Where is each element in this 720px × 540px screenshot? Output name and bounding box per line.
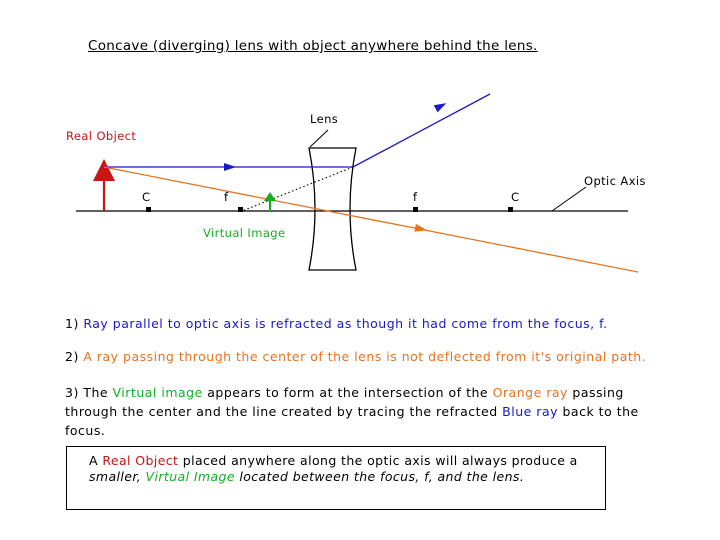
explanation-3-orange: Orange ray [492,385,568,400]
explanation-3-blue: Blue ray [502,404,559,419]
c-right-marker [508,207,513,212]
summary-box [66,446,606,510]
summary-virtual-image: Virtual Image [145,469,235,484]
lens-label: Lens [310,112,339,126]
explanation-3-part4: back to the focus. [65,404,639,438]
explanation-3-part3: passing through the center and the line created by tracing the refracted [65,385,624,419]
c-left-label: C [142,190,151,204]
summary-part1: A [89,453,103,468]
real-object-label: Real Object [66,129,137,143]
virtual-image-label: Virtual Image [203,226,286,240]
blue-ray-arrowhead-2 [434,100,448,113]
f-right-marker [413,207,418,212]
orange-ray-arrowhead [414,224,427,234]
summary-smaller: smaller, [89,469,142,484]
blue-refracted-ray [353,94,490,167]
c-left-marker [146,207,151,212]
explanation-1-text: Ray parallel to optic axis is refracted as though it had come from the focus, f. [83,316,608,331]
explanation-2 [65,347,685,366]
virtual-image-arrowhead [264,192,276,201]
f-left-label: f [224,190,229,204]
explanation-2-text: A ray passing through the center of the lens is not deflected from it's original path. [83,349,647,364]
summary-real-object: Real Object [102,453,179,468]
explanation-3 [65,383,655,440]
explanation-2-prefix: 2) [65,349,84,364]
optic-axis-label: Optic Axis [584,174,646,188]
blue-ray-arrowhead-1 [224,163,236,171]
f-left-marker [238,207,243,212]
explanation-1-prefix: 1) [65,316,84,331]
optic-axis-pointer [552,187,586,211]
c-right-label: C [511,190,520,204]
f-right-label: f [413,190,418,204]
explanation-3-part2: appears to form at the intersection of the [202,385,493,400]
orange-center-ray [104,167,638,272]
lens-pointer [310,130,328,147]
explanation-1 [65,314,685,333]
explanation-3-part1: 3) The [65,385,113,400]
summary-text [89,453,599,485]
explanation-3-virtual: Virtual image [112,385,203,400]
summary-part3: located between the focus, f, and the lens. [234,469,525,484]
diagram-title: Concave (diverging) lens with object anywhere behind the lens. [88,38,538,54]
summary-part2: placed anywhere along the optic axis will always produce a [178,453,578,468]
